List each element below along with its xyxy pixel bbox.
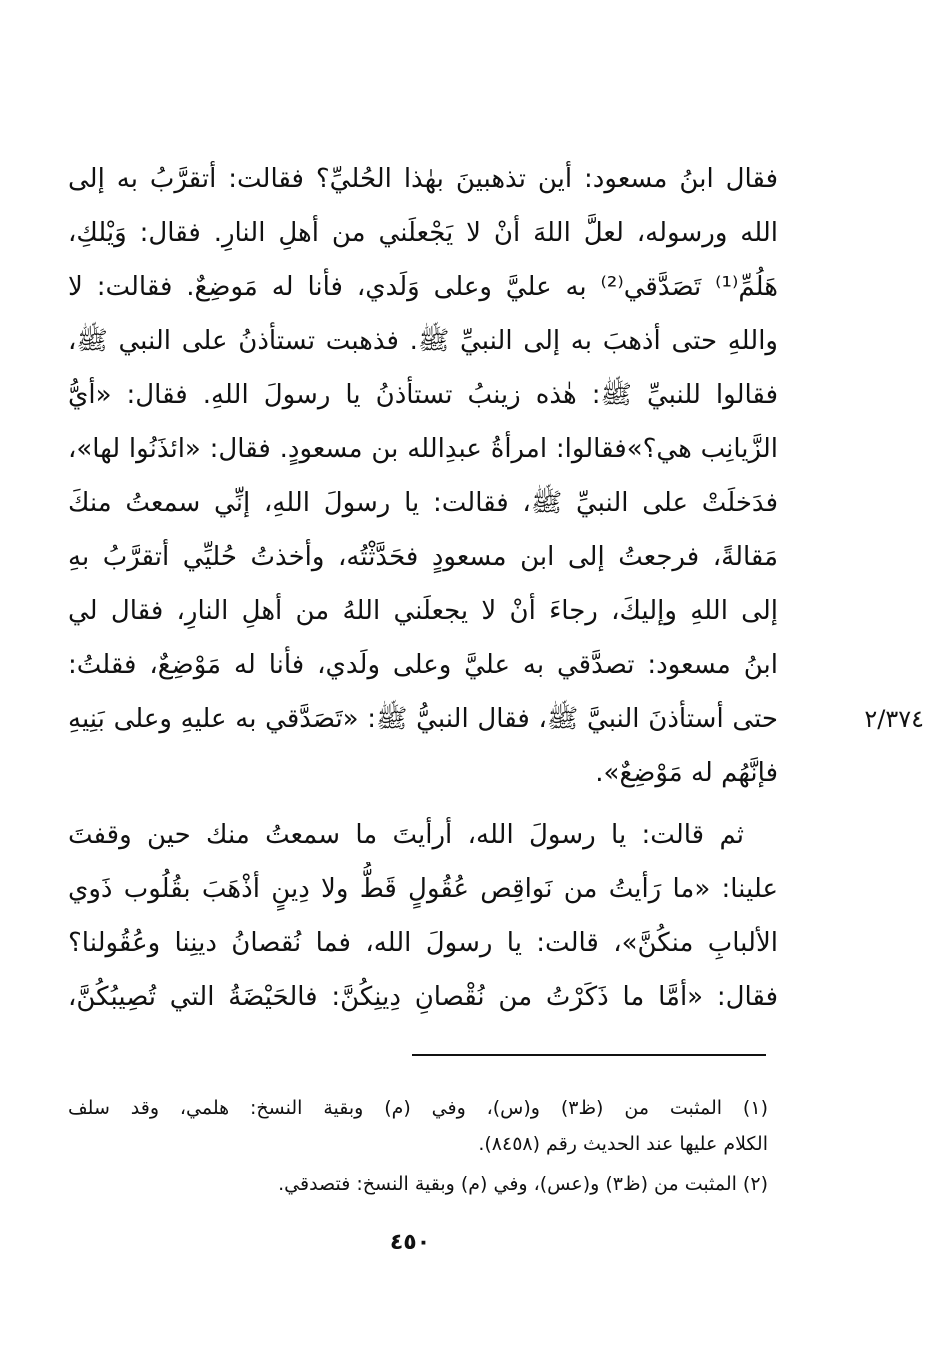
footnote-line: الكلام عليها عند الحديث رقم (٨٤٥٨). (478, 1133, 768, 1155)
footnotes (68, 1090, 768, 1202)
text-line: فقال: «أمَّا ما ذَكَرْتُ من نُقْصانِ دِينِكُنَّ: فالحَيْضَةُ التي تُصِيبُكُنَّ، (68, 982, 778, 1012)
text-line: مَقالةً، فرجعتُ إلى ابن مسعودٍ فحَدَّثْتُه، وأخذتُ حُليِّي أتقرَّبُ بهِ (68, 542, 778, 572)
text-line: الألبابِ منكُنَّ»، قالت: يا رسولَ الله، فما نُقصانُ دينِنا وعُقُولنا؟ (68, 928, 778, 958)
text-line: علينا: «ما رَأيتُ من نَواقِص عُقُولٍ قَطُّ ولا دِينٍ أذْهَبَ بقُلُوب ذَوي (68, 874, 778, 904)
text-line: هَلُمِّ⁽¹⁾ تَصَدَّقي⁽²⁾ به عليَّ وعلى وَلَدي، فأنا له مَوضِعٌ. فقالت: لا (68, 272, 778, 302)
text-line: حتى أستأذنَ النبيَّ ﷺ، فقال النبيُّ ﷺ: «تَصَدَّقي به عليهِ وعلى بَنِيهِ (68, 704, 778, 734)
text-line: ابنُ مسعود: تصدَّقي به عليَّ وعلى ولَدي، فأنا له مَوْضِعٌ، فقلتُ: (68, 650, 778, 680)
main-text (68, 152, 778, 1024)
text-line: إلى اللهِ وإليكَ، رجاءَ أنْ لا يجعلَني اللهُ من أهلِ النارِ، فقال لي (68, 596, 778, 626)
footnote-line: (٢) المثبت من (ظ٣) و(عس)، وفي (م) وبقية النسخ: فتصدقي. (278, 1173, 768, 1195)
text-line: ثم قالت: يا رسولَ الله، أرأيتَ ما سمعتُ منك حين وقفتَ (68, 820, 744, 850)
paragraph-gap (68, 800, 778, 808)
text-line: فدَخلَتْ على النبيِّ ﷺ، فقالت: يا رسولَ اللهِ، إنِّي سمعتُ منكَ (68, 488, 778, 518)
text-line: فقال ابنُ مسعود: أين تذهبينَ بهٰذا الحُليِّ؟ فقالت: أتقرَّبُ به إلى (68, 164, 778, 194)
text-line: واللهِ حتى أذهبَ به إلى النبيِّ ﷺ. فذهبت تستأذنُ على النبي ﷺ، (68, 326, 778, 356)
text-line: الله ورسوله، لعلَّ اللهَ أنْ لا يَجْعلَني من أهلِ النارِ. فقال: وَيْلكِ، (68, 218, 778, 248)
text-line: الزَّيانِب هي؟»فقالوا: امرأةُ عبدِالله بن مسعودٍ. فقال: «ائذَنُوا لها»، (68, 434, 778, 464)
footnote-divider (412, 1054, 766, 1056)
page-number: ٤٥٠ (389, 1230, 431, 1255)
text-line: فإنَّهُم له مَوْضِعٌ». (595, 758, 778, 788)
text-line: فقالوا للنبيِّ ﷺ: هٰذه زينبُ تستأذنُ يا رسولَ اللهِ. فقال: «أيُّ (68, 380, 778, 410)
margin-volume-page-reference: ٢/٣٧٤ (864, 705, 924, 733)
footnote-line: (١) المثبت من (ظ٣) و(س)، وفي (م) وبقية النسخ: هلمي، وقد سلف (68, 1097, 768, 1119)
